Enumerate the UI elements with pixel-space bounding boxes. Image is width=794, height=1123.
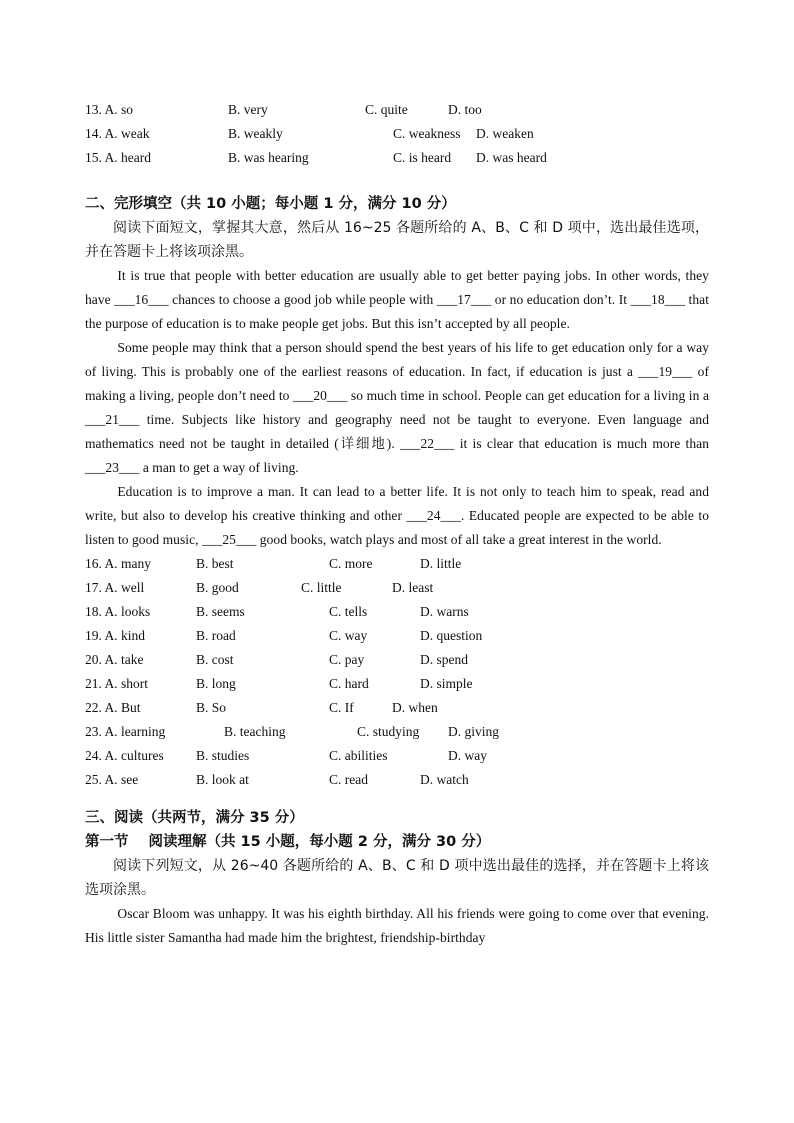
option-c: C. little (301, 580, 342, 595)
option-row (85, 696, 709, 720)
option-b: B. teaching (224, 724, 286, 739)
option-d: D. way (448, 748, 487, 763)
option-a: 13. A. so (85, 102, 134, 117)
option-b: B. seems (196, 604, 245, 619)
section2-title: 二、完形填空（共 10 小题；每小题 1 分，满分 10 分） (85, 196, 456, 212)
option-b: B. road (196, 628, 236, 643)
option-a: 22. A. But (85, 700, 141, 715)
option-row (85, 672, 709, 696)
option-row (85, 576, 709, 600)
section2-options (85, 552, 709, 792)
option-row (85, 146, 709, 170)
option-d: D. least (392, 580, 434, 595)
option-c: C. hard (329, 676, 369, 691)
option-d: D. too (448, 102, 482, 117)
option-row (85, 648, 709, 672)
option-a: 19. A. kind (85, 628, 146, 643)
passage-paragraph: Some people may think that a person should spend the best years of his life to get education only for a way of living. This is probably one of the earliest reasons of education. In fact, if education is just a ___19___ of making a living, people don’t need to ___20___ so much time in school. People can get education for a living in a ___21___ time. Subjects like history and geography need not be taught to everyone. Even language and mathematics need not be taught in detailed (详细地). ___22___ it is clear that education is much more than ___23___ a man to get a way of living. (85, 340, 709, 475)
option-d: D. simple (420, 676, 473, 691)
option-c: C. is heard (393, 150, 452, 165)
option-row (85, 768, 709, 792)
option-b: B. look at (196, 772, 249, 787)
option-c: C. If (329, 700, 354, 715)
option-row (85, 552, 709, 576)
option-a: 20. A. take (85, 652, 144, 667)
option-b: B. long (196, 676, 236, 691)
option-a: 18. A. looks (85, 604, 151, 619)
passage-paragraph: It is true that people with better education are usually able to get better paying jobs. In other words, they have ___16___ chances to choose a good job while people with ___17___ or no education don’t. It ___18___ that the purpose of education is to make people get jobs. But this isn’t accepted by all people. (85, 268, 709, 331)
option-b: B. weakly (228, 126, 283, 141)
option-c: C. weakness (393, 126, 461, 141)
option-b: B. studies (196, 748, 250, 763)
option-a: 17. A. well (85, 580, 145, 595)
part1-options (85, 98, 709, 170)
option-d: D. question (420, 628, 483, 643)
option-d: D. was heard (476, 150, 547, 165)
option-c: C. more (329, 556, 373, 571)
section2-instruction: 阅读下面短文，掌握其大意，然后从 16~25 各题所给的 A、B、C 和 D 项中，选出最佳选项，并在答题卡上将该项涂黑。 (85, 220, 709, 260)
reading-paragraph: Oscar Bloom was unhappy. It was his eighth birthday. All his friends were going to come over that evening. His little sister Samantha had made him the brightest, friendship-birthday (85, 906, 709, 945)
option-b: B. best (196, 556, 234, 571)
option-a: 23. A. learning (85, 724, 166, 739)
subsection-title: 阅读理解（共 15 小题，每小题 2 分，满分 30 分） (148, 834, 491, 850)
option-a: 21. A. short (85, 676, 149, 691)
option-c: C. way (329, 628, 368, 643)
option-c: C. studying (357, 724, 420, 739)
option-a: 24. A. cultures (85, 748, 164, 763)
option-d: D. when (392, 700, 438, 715)
option-a: 25. A. see (85, 772, 139, 787)
option-c: C. tells (329, 604, 368, 619)
option-row (85, 600, 709, 624)
option-row (85, 744, 709, 768)
option-d: D. spend (420, 652, 468, 667)
option-row (85, 624, 709, 648)
option-d: D. weaken (476, 126, 534, 141)
option-b: B. cost (196, 652, 234, 667)
option-b: B. good (196, 580, 239, 595)
option-d: D. watch (420, 772, 469, 787)
option-d: D. giving (448, 724, 500, 739)
option-c: C. read (329, 772, 368, 787)
option-c: C. abilities (329, 748, 388, 763)
option-a: 14. A. weak (85, 126, 150, 141)
option-a: 16. A. many (85, 556, 151, 571)
option-d: D. warns (420, 604, 469, 619)
option-a: 15. A. heard (85, 150, 151, 165)
option-b: B. So (196, 700, 227, 715)
option-row (85, 122, 709, 146)
subsection-label: 第一节 (85, 834, 129, 850)
section3-subtitle (85, 830, 709, 854)
option-c: C. pay (329, 652, 365, 667)
option-row (85, 720, 709, 744)
option-c: C. quite (365, 102, 408, 117)
option-b: B. was hearing (228, 150, 309, 165)
option-row (85, 98, 709, 122)
exam-page (85, 98, 709, 950)
section3-title: 三、阅读（共两节，满分 35 分） (85, 810, 304, 826)
passage-paragraph: Education is to improve a man. It can lead to a better life. It is not only to teach him to speak, read and write, but also to develop his creative thinking and other ___24___. Educated people are expected to be able to listen to good music, ___25___ good books, watch plays and most of all take a great interest in the world. (85, 484, 709, 547)
section3-instruction: 阅读下列短文，从 26~40 各题所给的 A、B、C 和 D 项中选出最佳的选择，并在答题卡上将该选项涂黑。 (85, 858, 709, 898)
option-d: D. little (420, 556, 462, 571)
option-b: B. very (228, 102, 268, 117)
